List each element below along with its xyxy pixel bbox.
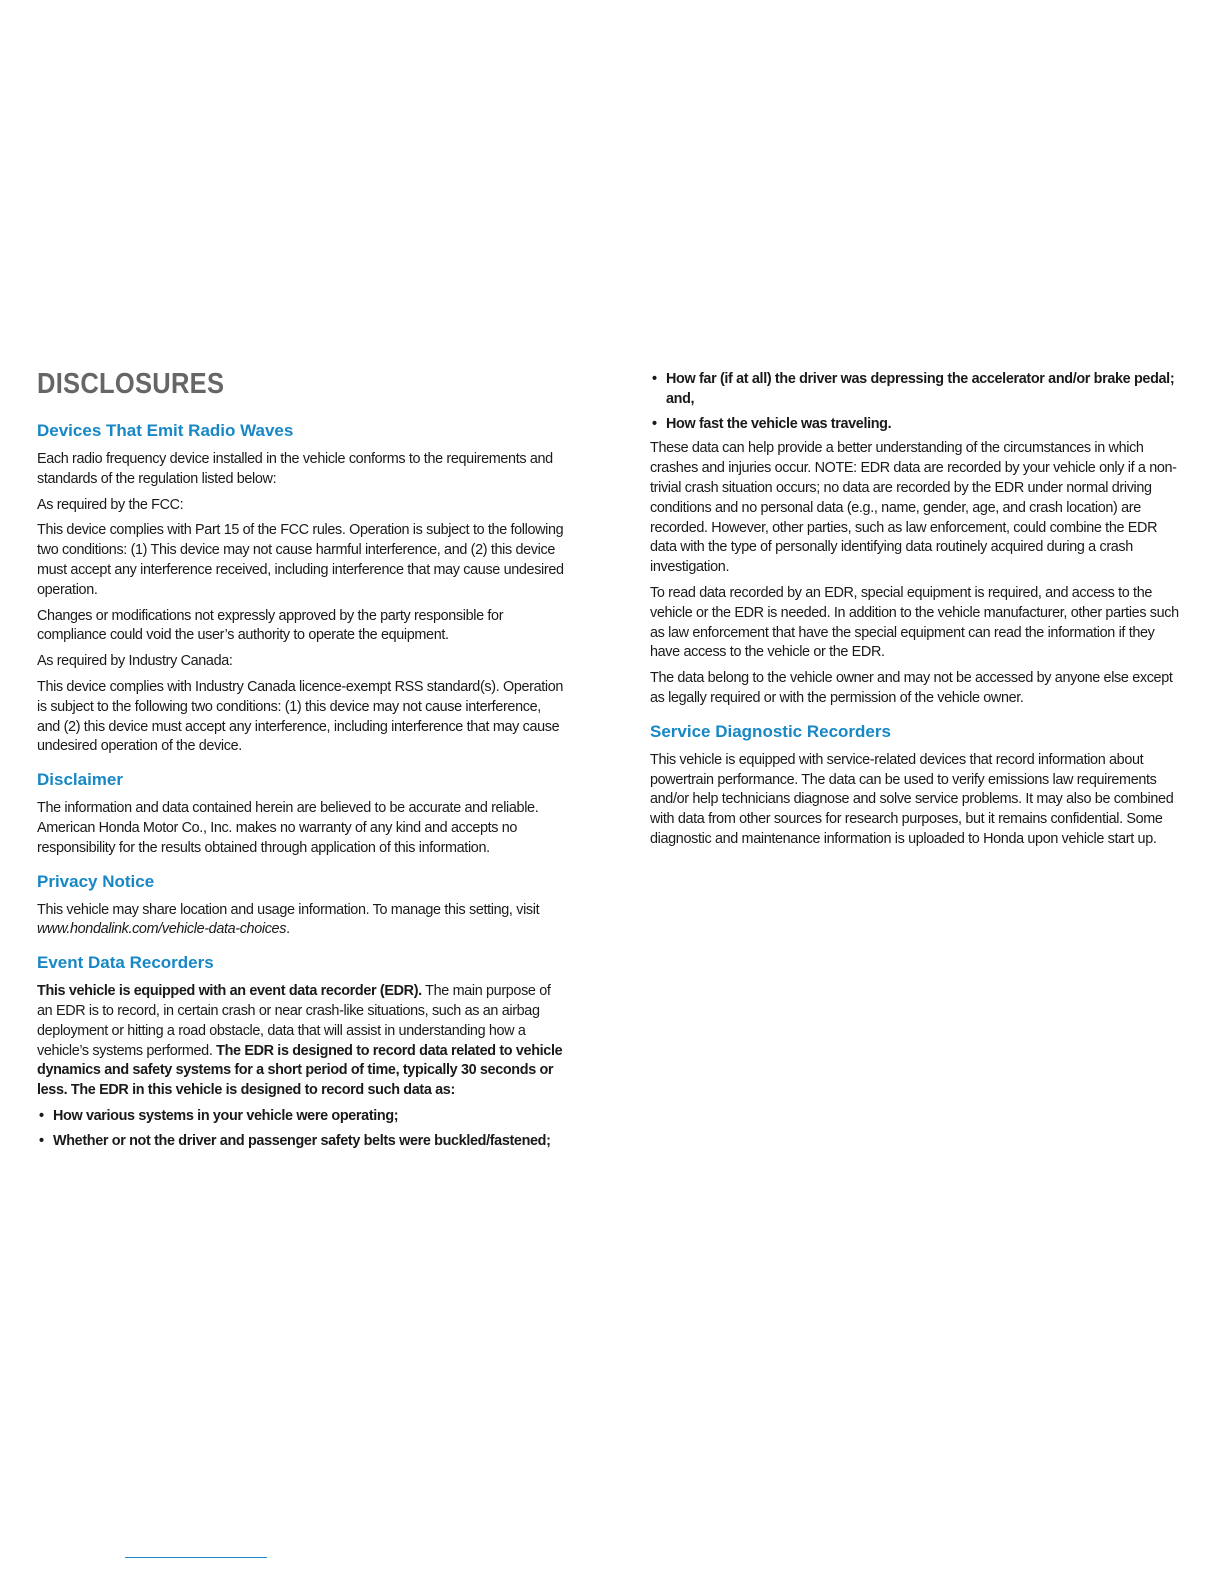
edr-bullet-list-continued	[650, 370, 1180, 434]
page-title: DISCLOSURES	[37, 368, 225, 400]
edr-bold-intro: This vehicle is equipped with an event data recorder (EDR).	[37, 983, 422, 1000]
service-diagnostic-heading: Service Diagnostic Recorders	[650, 721, 891, 741]
list-item: • How fast the vehicle was traveling.	[650, 415, 1180, 435]
disclaimer-paragraph: The information and data contained herein are believed to be accurate and reliable. American Honda Motor Co., Inc. makes no warranty of any kind and accepts no responsibility for the results obtained through application of this information.	[37, 800, 539, 856]
modifications-paragraph: Changes or modifications not expressly approved by the party responsible for compliance could void the user’s authority to operate the equipment.	[37, 607, 504, 644]
industry-canada-paragraph: This device complies with Industry Canada licence-exempt RSS standard(s). Operation is subject to the following two conditions: (1) this device may not cause interference, and (2) this device must accept any interference, including interference that may cause undesired operation of the device.	[37, 678, 564, 755]
list-item: • Whether or not the driver and passenger safety belts were buckled/fastened;	[37, 1132, 565, 1152]
edr-paragraph	[37, 982, 565, 1101]
fcc-paragraph: This device complies with Part 15 of the FCC rules. Operation is subject to the following two conditions: (1) This device may not cause harmful interference, and (2) this device must accept any interference received, including interference that may cause undesired operation.	[37, 522, 564, 598]
privacy-section	[37, 871, 565, 941]
privacy-paragraph	[37, 901, 565, 941]
edr-heading: Event Data Recorders	[37, 953, 214, 973]
privacy-heading: Privacy Notice	[37, 871, 155, 891]
radio-waves-paragraph: Each radio frequency device installed in the vehicle conforms to the requirements and standards of the regulation listed below:	[37, 451, 553, 487]
service-diagnostic-paragraph: This vehicle is equipped with service-related devices that record information about powertrain performance. The data can be used to verify emissions law requirements and/or help technicians diagnose and solve service problems. It may also be combined with data from other sources for research purposes, but it remains confidential. Some diagnostic and maintenance information is uploaded to Honda upon vehicle start up.	[650, 751, 1174, 847]
list-item: • How far (if at all) the driver was depressing the accelerator and/or brake pedal; and,	[650, 370, 1180, 410]
privacy-end: .	[286, 921, 290, 938]
edr-section	[37, 952, 565, 1151]
disclaimer-heading: Disclaimer	[37, 770, 123, 790]
edr-understanding-paragraph: These data can help provide a better understanding of the circumstances in which crashes and injuries occur. NOTE: EDR data are recorded by your vehicle only if a non-trivial crash situation occurs; no data are recorded by the EDR under normal driving conditions and no personal data (e.g., name, gender, age, and crash location) are recorded. However, other parties, such as law enforcement, could combine the EDR data with the type of personally identifying data routinely acquired during a crash investigation.	[650, 440, 1177, 576]
disclaimer-section	[37, 769, 565, 858]
edr-read-data-paragraph: To read data recorded by an EDR, special equipment is required, and access to the vehicle or the EDR is needed. In addition to the vehicle manufacturer, other parties such as law enforcement that have the special equipment can read the information if they have access to the vehicle or the EDR.	[650, 584, 1179, 661]
footer-divider	[125, 1557, 267, 1558]
privacy-text: This vehicle may share location and usage information. To manage this setting, visit	[37, 901, 540, 918]
fcc-label: As required by the FCC:	[37, 496, 184, 513]
edr-bullet-list	[37, 1107, 565, 1152]
edr-regular-text: The main purpose of an EDR is to record, in certain crash or near crash-like situations, such as an airbag deployment or hitting a road obstacle, data that will assist in understanding how a vehicle’s systems performed.	[37, 983, 551, 1059]
left-column	[37, 364, 565, 1157]
right-column	[650, 370, 1180, 856]
edr-ownership-paragraph: The data belong to the vehicle owner and may not be accessed by anyone else except as legally required or with the permission of the vehicle owner.	[650, 670, 1173, 706]
edr-bold-design: The EDR is designed to record data related to vehicle dynamics and safety systems for a short period of time, typically 30 seconds or less. The EDR in this vehicle is designed to record such data as:	[37, 1042, 563, 1099]
privacy-link[interactable]: www.hondalink.com/vehicle-data-choices	[37, 921, 287, 938]
list-item: • How various systems in your vehicle were operating;	[37, 1107, 565, 1127]
radio-waves-section	[37, 420, 565, 757]
service-diagnostic-section	[650, 721, 1180, 850]
industry-canada-label: As required by Industry Canada:	[37, 653, 233, 670]
radio-waves-heading: Devices That Emit Radio Waves	[37, 421, 294, 440]
